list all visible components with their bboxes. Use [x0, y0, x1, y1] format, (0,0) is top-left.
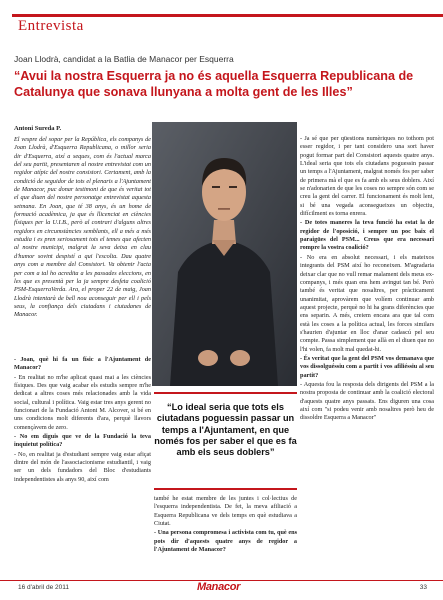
headline: “Avui la nostra Esquerra ja no és aquella Esquerra Republicana de Catalunya que sonava llunyana a molta gent de les Illes”	[14, 69, 414, 99]
portrait-illustration	[152, 122, 297, 386]
question: - Joan, què hi fa un físic a l'Ajuntament de Manacor?	[14, 356, 151, 372]
question: - Una persona compromesa i activista com tu, què ens pots dir d'aquests quatre anys de regidor a l'Ajuntament de Manacor?	[154, 529, 297, 554]
portrait-photo	[152, 122, 297, 386]
footer-date: 16 d'abril de 2011	[18, 584, 69, 591]
answer: també he estat membre de les juntes i col·lectius de l'esquerra independentista. De fet, la meva afiliació a Esquerra Republicana ve dels temps en què estudiava a Ciutat.	[154, 495, 297, 528]
answer: - Ja sé que per qüestions numèriques no tothom pot esser regidor, i per tant considero una sort haver pogut formar part del Consistori aquests quatre anys. L'ideal seria que tots els ciutadans poguessin passar un temps a l'Ajuntament, malgrat només fos per saber de primera mà el que es fa amb els seus doblers. Així se n'adonarien de que les coses no sempre són com se creu la gent del carrer. El funcionament és molt lent, si bé una vegada aconsegueixes un objectiu, difícilment es torna enrera.	[300, 135, 434, 218]
page-number: 33	[419, 584, 427, 591]
answer: - No, en realitat ja d'estudiant sempre vaig estar afiçat dintre del món de l'associacionisme estudiantil, i vaig ser un dels fundadors del Bloc d'estudiants independentistes als anys 90, així com	[14, 450, 151, 483]
section-label: Entrevista	[18, 18, 84, 34]
answer: - En realitat no m'he aplicat quasi mai a les ciències físiques. Des que vaig acabar els estudis sempre m'he dedicat a altres coses més relacionades amb la vida social, cultural i política. Vaig estar tres anys gerent no funcionari de la Fundació Antoni M. Alcover, si bé en uns condicions molt diferents d'ara, perquè llavors començàvem de zero.	[14, 373, 151, 431]
kicker: Joan Llodrà, candidat a la Batlia de Manacor per Esquerra	[14, 54, 234, 64]
section-tab	[12, 14, 152, 34]
question: - De totes maneres la teva funció ha estat la de regidor de l'oposició, i sempre un poc baix el paraigües del PSM... Creus que era necessari rompre la vostra coalició?	[300, 219, 434, 252]
question: - És veritat que la gent del PSM vos demanava que vos dissolguéssiu com a partit i vos afiliéssiu al seu partit?	[300, 354, 434, 379]
intro-paragraph: El vespre del sopar per la República, els companys de Joan Llodrà, d'Esquerra Republicana, o millor seria dir d'Esquerra, així a seques, com és l'actual marca del seu partit, presentaren al nostre entrevistat com un regidor atípic del nostre consistori. Certament, amb la condició de seguidor de tots el plenaris a l'Ajuntament de Manacor, puc donar testimoni de que és veritat tot el que diuen del nostre personatge entrevistat aquesta setmana. En Joan, que té 38 anys, és un home de formació acadèmica, ja que és llicenciat en ciències físiques per la U.I.B., però al contrari d'alguns altres regidors en circumstàncies semblants, ell a més a més estudia i es pren seriosament tots el temes que afecten al nostre municipi, malgrat la seva deixa en clau d'humor sovint despistí a qui l'escolta. Dau quatre anys com a membre del Consistori. Va obtenir l'acta per com a tal ho acredita a les passades eleccions, en les que es presentà per la ja sempre desfeta coalició PSM-EsquerraVerda. Ara, el proper 22 de maig, Joan Llodrà intentarà de bell nou aconseguir per ell i pels seus, la confiança dels ciutadans i ciutadanes de Manacor.	[14, 136, 151, 319]
magazine-logo: Manacor	[197, 581, 241, 593]
right-column	[300, 135, 434, 424]
middle-column	[154, 495, 297, 555]
intro-column	[14, 136, 151, 321]
answer: - Aquesta fou la resposta dels dirigents del PSM a la nostra proposta de continuar amb la coalició electoral d'aquests quatre anys passats. Ens diguren una cosa així com "si podeu venir amb nosaltres però heu de dissoldre Esquerra a Manacor"	[300, 380, 434, 422]
byline: Antoni Sureda P.	[14, 125, 62, 132]
answer: - No era en absolut necessari, i els mateixos integrants del PSM així ho reconeixen. M'agradaria deixar clar que no vull remar malament dels meus ex-companys, i més quan ens hem avingut tan bé. Però també és veritat que nosaltres, per pràcticament unanimitat, aprovàrem que volíem continuar amb aquest projecte, perquè no hi ha grans diferències que ens separin. A més, creiem encara ara que tal com està les coses a la política actual, les forces similars s'haurien d'ajuntar en lloc d'anar cadascú pel seu compte. Passa simplement que allà en el diuen que no l'hi volen, fa molt mal quedat-hi.	[300, 253, 434, 353]
question: - No em diguis que ve de la Fundació la teva inquietut política?	[14, 433, 151, 449]
pull-quote: “Lo ideal seria que tots els ciutadans poguessin passar un temps a l'Ajuntament, en que només fos per saber el que es fa amb els seus doblers”	[154, 392, 297, 490]
left-column	[14, 356, 151, 485]
section-rule	[152, 14, 443, 17]
